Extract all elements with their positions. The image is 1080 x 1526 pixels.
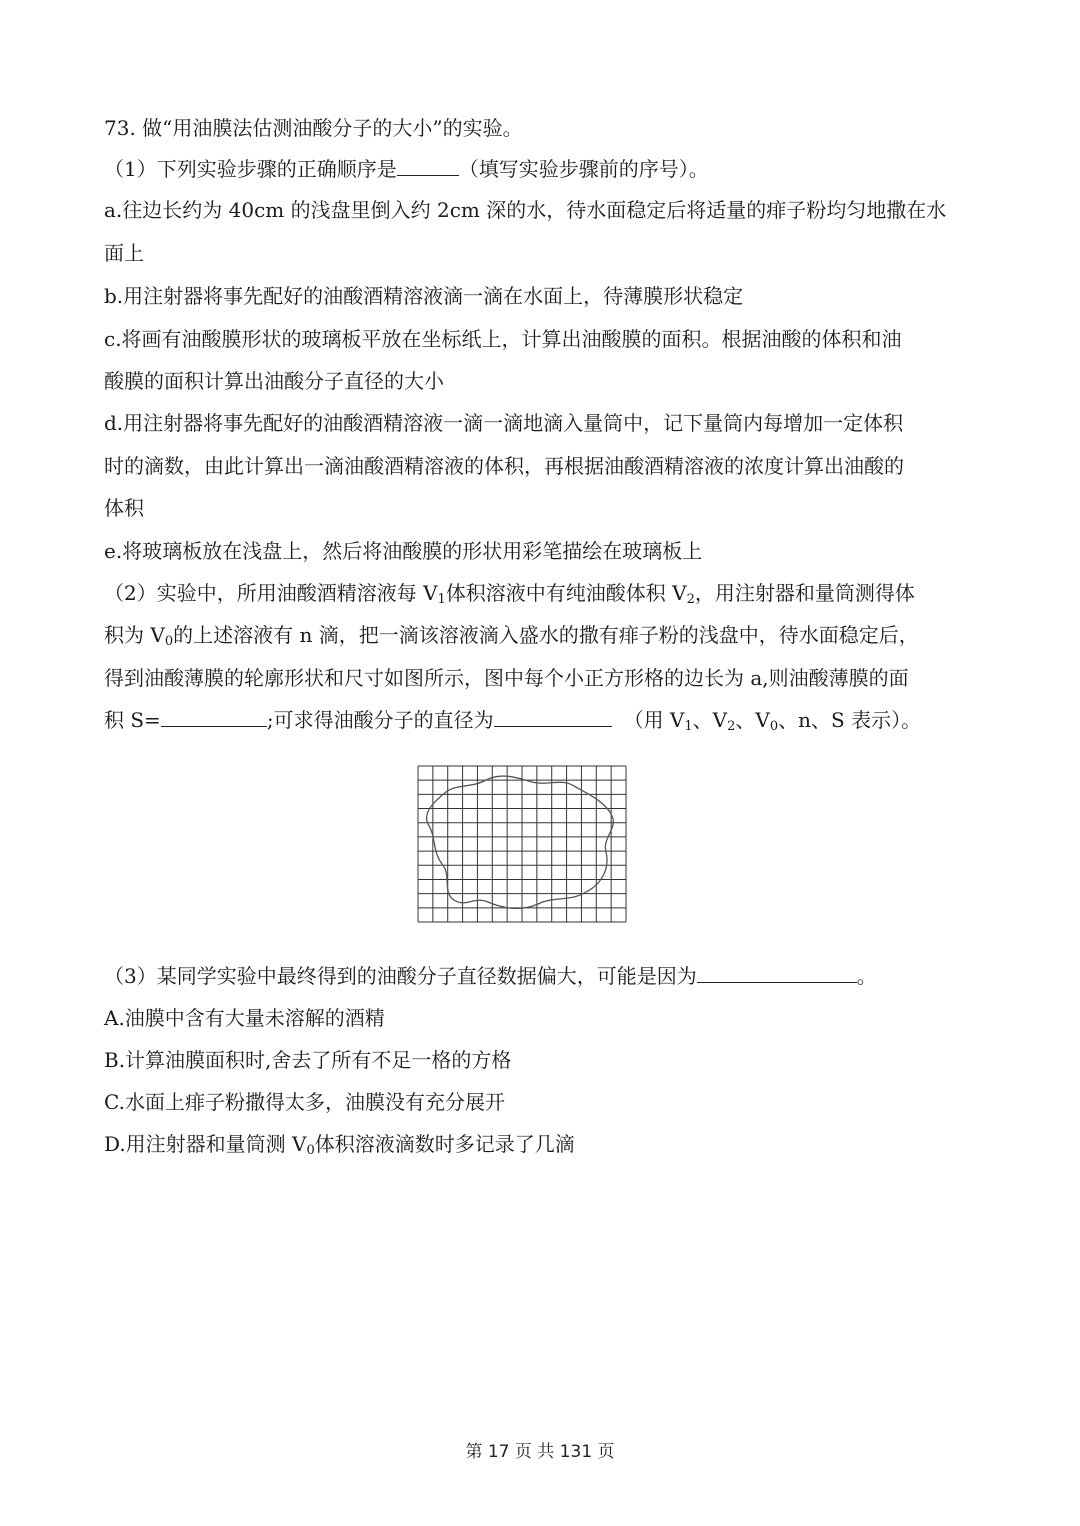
- step-d-line1: d.用注射器将事先配好的油酸酒精溶液一滴一滴地滴入量筒中，记下量筒内每增加一定体积: [104, 411, 904, 435]
- subscript: 1: [684, 719, 693, 734]
- part2-text: 积 S=: [104, 708, 161, 732]
- part2-text: ;可求得油酸分子的直径为: [266, 708, 494, 732]
- part2-text: 的上述溶液有 n 滴，把一滴该溶液滴入盛水的撒有痱子粉的浅盘中，待水面稳定后，: [173, 623, 919, 647]
- diameter-answer-blank[interactable]: [494, 706, 612, 727]
- part2-text: （用 V: [623, 708, 685, 732]
- part2-text: ，用注射器和量筒测得体: [694, 581, 915, 605]
- step-a-line1: a.往边长约为 40cm 的浅盘里倒入约 2cm 深的水，待水面稳定后将适量的痱子粉均匀地撒在水: [104, 198, 947, 222]
- subscript: 0: [306, 1143, 315, 1158]
- question-title: 73. 做“用油膜法估测油酸分子的大小”的实验。: [104, 116, 523, 140]
- part2-text: （2）实验中，所用油酸酒精溶液每 V: [104, 581, 438, 605]
- option-c[interactable]: C.水面上痱子粉撒得太多，油膜没有充分展开: [104, 1090, 505, 1114]
- part2-line3: 得到油酸薄膜的轮廓形状和尺寸如图所示，图中每个小正方形格的边长为 a,则油酸薄膜的面: [104, 666, 909, 690]
- oil-film-outline: [427, 776, 614, 908]
- step-c-line1: c.将画有油酸膜形状的玻璃板平放在坐标纸上，计算出油酸膜的面积。根据油酸的体积和油: [104, 327, 902, 351]
- step-a-line2: 面上: [104, 241, 144, 265]
- part2-text: 、V: [692, 708, 728, 732]
- oil-film-grid-figure: [416, 764, 628, 924]
- part2-text: 、V: [735, 708, 770, 732]
- subscript: 1: [437, 592, 446, 607]
- part2-line2: [104, 621, 984, 649]
- part2-line1: [104, 579, 984, 607]
- subscript: 0: [769, 719, 779, 734]
- area-answer-blank[interactable]: [161, 706, 267, 727]
- part1-answer-blank[interactable]: [397, 155, 459, 176]
- step-b: b.用注射器将事先配好的油酸酒精溶液滴一滴在水面上，待薄膜形状稳定: [104, 284, 744, 308]
- option-d[interactable]: [104, 1130, 984, 1158]
- subscript: 2: [727, 719, 736, 734]
- part2-text: 积为 V: [104, 623, 165, 647]
- part3-prompt: [104, 962, 984, 990]
- part2-text: 体积溶液中有纯油酸体积 V: [445, 581, 687, 605]
- part1-prompt: [104, 155, 984, 183]
- part1-prompt-suffix: （填写实验步骤前的序号）。: [458, 157, 709, 181]
- page-number-footer: 第 17 页 共 131 页: [465, 1442, 615, 1462]
- option-b[interactable]: B.计算油膜面积时,舍去了所有不足一格的方格: [104, 1048, 512, 1072]
- part3-prompt-text: （3）某同学实验中最终得到的油酸分子直径数据偏大，可能是因为: [104, 964, 697, 988]
- option-d-text: 体积溶液滴数时多记录了几滴: [314, 1132, 575, 1156]
- part3-prompt-suffix: 。: [856, 964, 877, 988]
- option-d-text: D.用注射器和量筒测 V: [104, 1132, 307, 1156]
- part3-answer-blank[interactable]: [697, 962, 857, 983]
- option-a[interactable]: A.油膜中含有大量未溶解的酒精: [104, 1006, 385, 1030]
- part2-text: 、n、S 表示）。: [778, 708, 922, 732]
- subscript: 0: [164, 634, 174, 649]
- step-c-line2: 酸膜的面积计算出油酸分子直径的大小: [104, 369, 444, 393]
- part2-line4: [104, 706, 984, 734]
- step-d-line3: 体积: [104, 496, 144, 520]
- step-d-line2: 时的滴数，由此计算出一滴油酸酒精溶液的体积，再根据油酸酒精溶液的浓度计算出油酸的: [104, 454, 904, 478]
- step-e: e.将玻璃板放在浅盘上，然后将油酸膜的形状用彩笔描绘在玻璃板上: [104, 539, 703, 563]
- subscript: 2: [686, 592, 695, 607]
- part1-prompt-text: （1）下列实验步骤的正确顺序是: [104, 157, 397, 181]
